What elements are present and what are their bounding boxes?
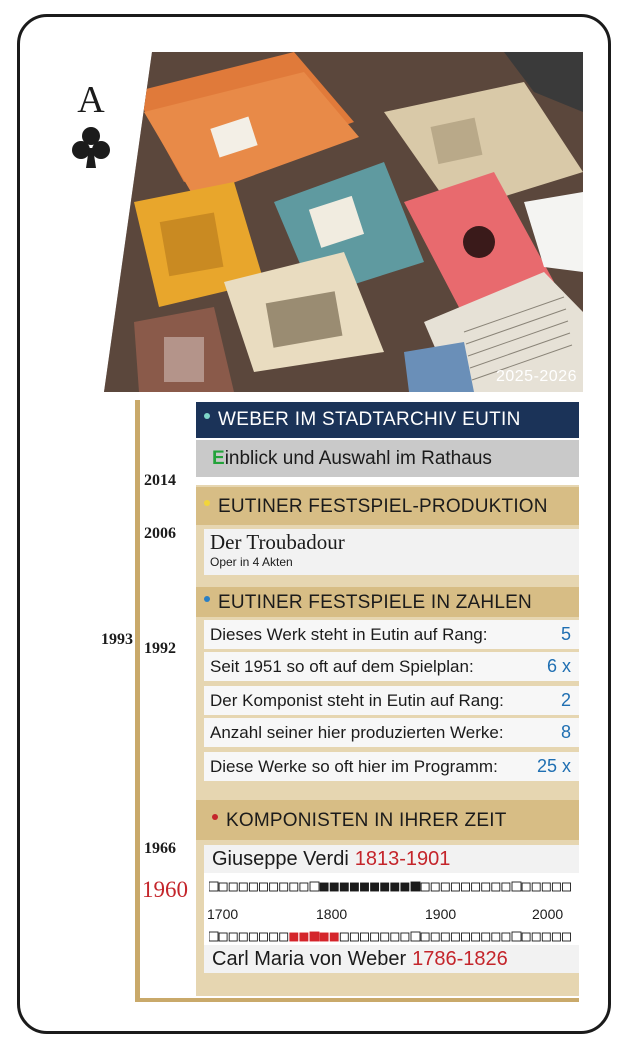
production-work-subtitle: Oper in 4 Akten bbox=[210, 555, 293, 569]
weber-decade-square bbox=[431, 933, 439, 941]
stat-label: Seit 1951 so oft auf dem Spielplan: bbox=[210, 657, 474, 676]
weber-decade-square bbox=[249, 933, 257, 941]
verdi-decade-square bbox=[239, 883, 247, 891]
verdi-decade-square bbox=[260, 883, 268, 891]
weber-decade-square bbox=[411, 932, 420, 941]
verdi-decade-square bbox=[280, 883, 288, 891]
axis-label: 1900 bbox=[425, 906, 457, 922]
bullet-dot bbox=[204, 596, 210, 602]
weber-decade-square bbox=[350, 933, 358, 941]
weber-decade-square bbox=[522, 933, 530, 941]
axis-label: 2000 bbox=[532, 906, 564, 922]
verdi-decade-square bbox=[310, 882, 319, 891]
verdi-decade-square bbox=[502, 883, 510, 891]
weber-decade-square bbox=[482, 933, 490, 941]
weber-decade-square bbox=[320, 933, 328, 941]
verdi-decade-square bbox=[522, 883, 530, 891]
verdi-life-squares bbox=[209, 880, 574, 894]
production-header bbox=[196, 487, 579, 525]
verdi-decade-square bbox=[371, 883, 379, 891]
weber-decade-square bbox=[300, 933, 308, 941]
stat-row bbox=[204, 686, 579, 715]
verdi-decade-square bbox=[330, 883, 338, 891]
verdi-decade-square bbox=[431, 883, 439, 891]
weber-decade-square bbox=[361, 933, 369, 941]
archive-subtitle-text: inblick und Auswahl im Rathaus bbox=[224, 448, 492, 469]
weber-decade-square bbox=[219, 933, 227, 941]
verdi-decade-square bbox=[270, 883, 278, 891]
weber-decade-square bbox=[260, 933, 268, 941]
weber-decade-square bbox=[340, 933, 348, 941]
verdi-decade-square bbox=[401, 883, 409, 891]
weber-decade-square bbox=[391, 933, 399, 941]
verdi-decade-square bbox=[340, 883, 348, 891]
verdi-decade-square bbox=[219, 883, 227, 891]
stats-header bbox=[196, 587, 579, 617]
year-2006: 2006 bbox=[144, 525, 176, 542]
archive-subtitle-initial: E bbox=[212, 448, 225, 469]
stat-label: Diese Werke so oft hier im Programm: bbox=[210, 757, 498, 776]
archive-photo bbox=[104, 52, 583, 392]
weber-decade-square bbox=[209, 932, 218, 941]
verdi-decade-square bbox=[350, 883, 358, 891]
weber-decade-square bbox=[451, 933, 459, 941]
verdi-decade-square bbox=[249, 883, 257, 891]
stat-label: Dieses Werk steht in Eutin auf Rang: bbox=[210, 625, 488, 644]
verdi-decade-square bbox=[229, 883, 237, 891]
stat-value: 8 bbox=[560, 722, 571, 742]
stat-label: Anzahl seiner hier produzierten Werke: bbox=[210, 723, 504, 742]
verdi-decade-square bbox=[290, 883, 298, 891]
stat-label: Der Komponist steht in Eutin auf Rang: bbox=[210, 691, 504, 710]
weber-life-squares bbox=[209, 930, 574, 944]
year-1992: 1992 bbox=[144, 640, 176, 657]
weber-decade-square bbox=[421, 933, 429, 941]
bullet-dot bbox=[204, 413, 210, 419]
verdi-decade-square bbox=[532, 883, 540, 891]
stat-value: 6 x bbox=[546, 656, 571, 676]
timeline-bar bbox=[135, 400, 140, 1002]
weber-decade-square bbox=[532, 933, 540, 941]
composer-weber bbox=[204, 945, 579, 973]
weber-decade-square bbox=[492, 933, 500, 941]
verdi-decade-square bbox=[492, 883, 500, 891]
verdi-decade-square bbox=[421, 883, 429, 891]
archive-header bbox=[196, 402, 579, 438]
stat-row bbox=[204, 652, 579, 681]
production-title: EUTINER FESTSPIEL-PRODUKTION bbox=[218, 496, 548, 517]
verdi-decade-square bbox=[381, 883, 389, 891]
weber-decade-square bbox=[280, 933, 288, 941]
stat-row bbox=[204, 620, 579, 649]
verdi-decade-square bbox=[391, 883, 399, 891]
axis-label: 1700 bbox=[207, 906, 239, 922]
composers-header bbox=[196, 800, 579, 840]
verdi-decade-square bbox=[563, 883, 571, 891]
stat-row bbox=[204, 752, 579, 781]
composers-title: KOMPONISTEN IN IHRER ZEIT bbox=[226, 810, 507, 831]
year-1960: 1960 bbox=[142, 877, 188, 902]
weber-decade-square bbox=[462, 933, 470, 941]
verdi-decade-square bbox=[300, 883, 308, 891]
verdi-decade-square bbox=[482, 883, 490, 891]
weber-decade-square bbox=[542, 933, 550, 941]
stats-title: EUTINER FESTSPIELE IN ZAHLEN bbox=[218, 592, 532, 613]
weber-decade-square bbox=[563, 933, 571, 941]
verdi-decade-square bbox=[472, 883, 480, 891]
verdi-decade-square bbox=[209, 882, 218, 891]
production-work bbox=[204, 529, 579, 575]
verdi-decade-square bbox=[462, 883, 470, 891]
verdi-decade-square bbox=[512, 882, 521, 891]
stat-value: 2 bbox=[560, 690, 571, 710]
weber-decade-square bbox=[229, 933, 237, 941]
weber-decade-square bbox=[441, 933, 449, 941]
weber-decade-square bbox=[371, 933, 379, 941]
verdi-decade-square bbox=[542, 883, 550, 891]
weber-decade-square bbox=[290, 933, 298, 941]
season-label: 2025-2026 bbox=[495, 368, 577, 385]
composer-name: Giuseppe Verdi bbox=[212, 848, 349, 870]
year-1993: 1993 bbox=[101, 631, 133, 648]
verdi-decade-square bbox=[411, 882, 420, 891]
verdi-decade-square bbox=[320, 883, 328, 891]
weber-decade-square bbox=[401, 933, 409, 941]
stat-row bbox=[204, 718, 579, 747]
verdi-decade-square bbox=[361, 883, 369, 891]
archive-subtitle bbox=[196, 440, 579, 477]
composer-lifespan: 1786-1826 bbox=[412, 948, 508, 970]
stat-value: 25 x bbox=[536, 756, 571, 776]
weber-decade-square bbox=[310, 932, 319, 941]
archive-title: WEBER IM STADTARCHIV EUTIN bbox=[218, 409, 521, 430]
year-2014: 2014 bbox=[144, 472, 176, 489]
verdi-decade-square bbox=[451, 883, 459, 891]
year-1966: 1966 bbox=[144, 840, 176, 857]
bullet-dot bbox=[212, 814, 218, 820]
weber-decade-square bbox=[270, 933, 278, 941]
weber-decade-square bbox=[381, 933, 389, 941]
composer-lifespan: 1813-1901 bbox=[354, 848, 451, 870]
composer-name: Carl Maria von Weber bbox=[212, 948, 407, 970]
weber-decade-square bbox=[552, 933, 560, 941]
verdi-decade-square bbox=[552, 883, 560, 891]
composer-verdi bbox=[204, 845, 579, 873]
card-rank: A bbox=[77, 79, 105, 121]
timeline-bottom-bar bbox=[135, 998, 579, 1002]
axis-label: 1800 bbox=[316, 906, 348, 922]
production-work-title: Der Troubadour bbox=[210, 530, 345, 554]
stat-value: 5 bbox=[560, 624, 571, 644]
verdi-decade-square bbox=[441, 883, 449, 891]
weber-decade-square bbox=[472, 933, 480, 941]
weber-decade-square bbox=[512, 932, 521, 941]
weber-decade-square bbox=[330, 933, 338, 941]
bullet-dot bbox=[204, 500, 210, 506]
weber-decade-square bbox=[239, 933, 247, 941]
weber-decade-square bbox=[502, 933, 510, 941]
archive-photo-image bbox=[104, 52, 583, 392]
